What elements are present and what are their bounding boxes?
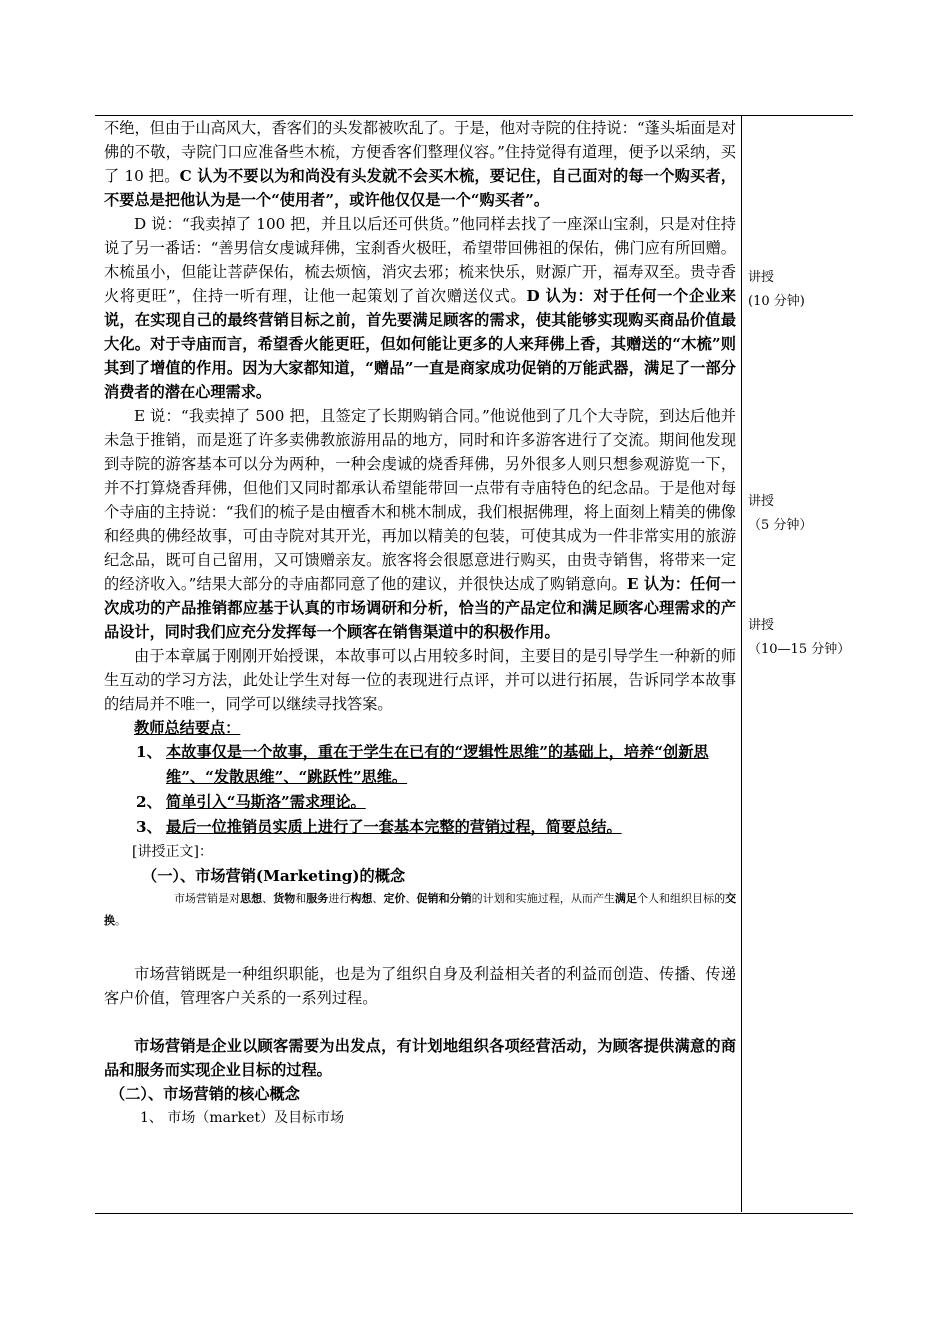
story-paragraph-c: 不绝，但由于山高风大，香客们的头发都被吹乱了。于是，他对寺院的住持说：“蓬头垢面是对佛的不敬，寺院门口应准备些木梳，方便香客们整理仪容。”住持觉得有道理，便予以采纳，买了 10 把。C 认为不要以为和尚没有头发就不会买木梳，要记住，自己面对的每一个购买者，不要总是把他认为是一个“使用者”，或许他仅仅是一个“购买者”。 (104, 119, 736, 209)
core-concept-item-1: 1、 市场（market）及目标市场 (140, 1110, 345, 1126)
summary-heading: 教师总结要点： (134, 719, 241, 737)
main-content (104, 116, 736, 1130)
summary-item-2: 2、 简单引入“马斯洛”需求理论。 (136, 793, 366, 811)
story-paragraph-d: D 说：“我卖掉了 100 把，并且以后还可供货。”他同样去找了一座深山宝刹，只是对住持说了另一番话：“善男信女虔诚拜佛，宝刹香火极旺，希望带回佛祖的保佑，佛门应有所回赠。木梳虽小，但能让菩萨保佑，梳去烦恼，消灾去邪；梳来快乐，财源广开，福寿双至。贵寺香火将更旺”，住持一听有理，让他一起策划了首次赠送仪式。D 认为：对于任何一个企业来说，在实现自己的最终营销目标之前，首先要满足顾客的需求，使其能够实现购买商品价值最大化。对于寺庙而言，希望香火能更旺，但如何能让更多的人来拜佛上香，其赠送的“木梳”则其到了增值的作用。因为大家都知道，“赠品”一直是商家成功促销的万能武器，满足了一部分消费者的潜在心理需求。 (104, 215, 736, 401)
side-note-2: 讲授 （5 分钟） (748, 494, 813, 533)
column-divider (741, 115, 742, 1212)
story-e-conclusion: E 认为：任何一次成功的产品推销都应基于认真的市场调研和分析，恰当的产品定位和满足顾客心理需求的产品设计，同时我们应充分发挥每一个顾客在销售渠道中的积极作用。 (104, 575, 736, 641)
marketing-definition: 市场营销是对思想、货物和服务进行构想、定价、促销和分销的计划和实施过程，从而产生满足个人和组织目标的交换。 (104, 892, 737, 927)
marketing-paragraph-3: 市场营销是企业以顾客需要为出发点，有计划地组织各项经营活动，为顾客提供满意的商品和服务而实现企业目标的过程。 (104, 1037, 736, 1079)
lecture-label: [讲授正文]： (132, 844, 213, 860)
story-d-conclusion: D 认为：对于任何一个企业来说，在实现自己的最终营销目标之前，首先要满足顾客的需求，使其能够实现购买商品价值最大化。对于寺庙而言，希望香火能更旺，但如何能让更多的人来拜佛上香，其赠送的“木梳”则其到了增值的作用。因为大家都知道，“赠品”一直是商家成功促销的万能武器，满足了一部分消费者的潜在心理需求。 (104, 287, 736, 401)
story-paragraph-e: E 说：“我卖掉了 500 把，且签定了长期购销合同。”他说他到了几个大寺院，到达后他并未急于推销，而是逛了许多卖佛教旅游用品的地方，同时和许多游客进行了交流。期间他发现到寺院的游客基本可以分为两种，一种会虔诚的烧香拜佛，另外很多人则只想参观游览一下，并不打算烧香拜佛，但他们又同时都承认希望能带回一点带有寺庙特色的纪念品。于是他对每个寺庙的主持说：“我们的梳子是由檀香木和桃木制成，我们根据佛理，将上面刻上精美的佛像和经典的佛经故事，可由寺院对其开光，再加以精美的包装，可使其成为一件非常实用的旅游纪念品，既可自己留用，又可馈赠亲友。旅客将会很愿意进行购买，由贵寺销售，将带来一定的经济收入。”结果大部分的寺庙都同意了他的建议，并很快达成了购销意向。E 认为：任何一次成功的产品推销都应基于认真的市场调研和分析，恰当的产品定位和满足顾客心理需求的产品设计，同时我们应充分发挥每一个顾客在销售渠道中的积极作用。 (104, 407, 736, 641)
side-note-1: 讲授 (10 分钟) (748, 270, 805, 309)
story-c-conclusion: C 认为不要以为和尚没有头发就不会买木梳，要记住，自己面对的每一个购买者，不要总是把他认为是一个“使用者”，或许他仅仅是一个“购买者”。 (104, 167, 736, 209)
side-note-3: 讲授 （10—15 分钟） (748, 618, 851, 657)
section-1-heading: （一）、市场营销(Marketing)的概念 (142, 867, 406, 885)
section-2-heading: （二）、市场营销的核心概念 (110, 1085, 300, 1103)
summary-item-1: 1、 本故事仅是一个故事，重在于学生在已有的“逻辑性思维”的基础上，培养“创新思维”、“发散思维”、“跳跃性”思维。 (136, 743, 709, 786)
marketing-paragraph-2: 市场营销既是一种组织职能，也是为了组织自身及利益相关者的利益而创造、传播、传递客户价值，管理客户关系的一系列过程。 (104, 965, 736, 1007)
teaching-note: 由于本章属于刚刚开始授课，本故事可以占用较多时间，主要目的是引导学生一种新的师生互动的学习方法，此处让学生对每一位的表现进行点评，并可以进行拓展，告诉同学本故事的结局并不唯一，同学可以继续寻找答案。 (104, 647, 736, 713)
summary-item-3: 3、 最后一位推销员实质上进行了一套基本完整的营销过程，简要总结。 (136, 818, 622, 836)
